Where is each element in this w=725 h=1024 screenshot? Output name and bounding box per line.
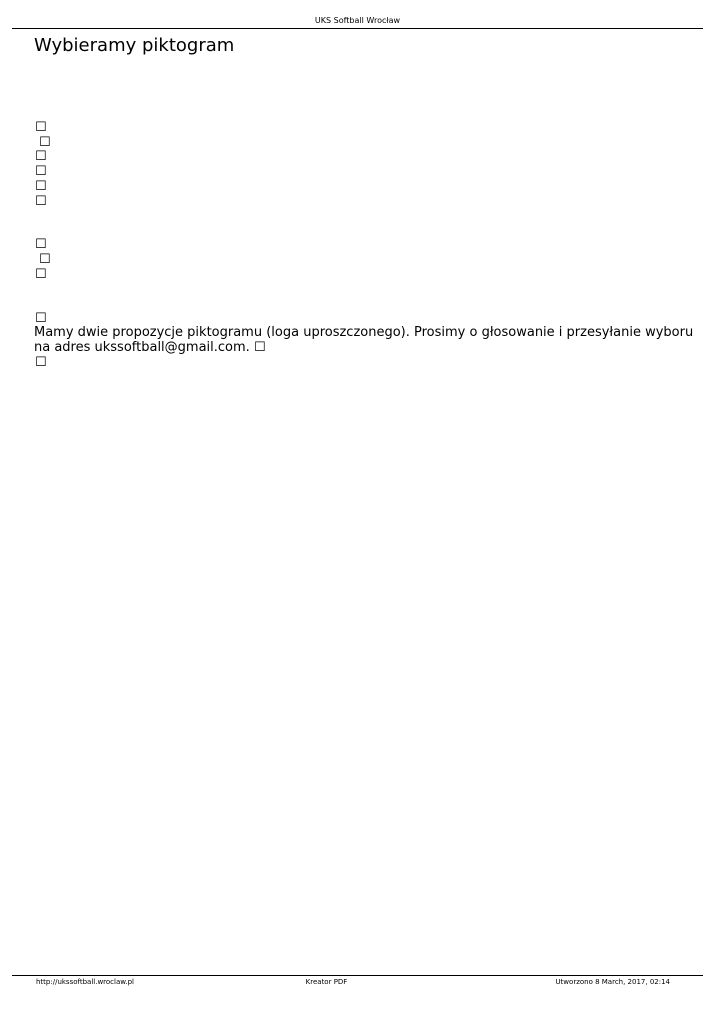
missing-image-placeholder: ☐: [35, 237, 47, 252]
missing-image-placeholder: ☐: [35, 149, 47, 164]
page-header: [12, 14, 703, 29]
missing-image-placeholder: ☐: [35, 267, 47, 282]
missing-image-placeholder: ☐: [35, 120, 47, 135]
missing-image-placeholder: ☐: [39, 135, 51, 150]
site-name: UKS Softball Wrocław: [314, 16, 401, 25]
footer-generator: Kreator PDF: [305, 978, 348, 986]
missing-image-placeholder: ☐: [35, 179, 47, 194]
page-title: Wybieramy piktogram: [34, 35, 235, 56]
footer-created-date: Utworzono 8 March, 2017, 02:14: [555, 978, 670, 986]
page-footer: [12, 975, 703, 988]
missing-image-placeholder: ☐: [35, 164, 47, 179]
footer-url: http://ukssoftball.wroclaw.pl: [36, 978, 134, 986]
missing-image-placeholder: ☐: [35, 311, 47, 326]
missing-image-placeholder: ☐: [35, 355, 47, 370]
missing-image-placeholder: ☐: [35, 194, 47, 209]
article-paragraph: Mamy dwie propozycje piktogramu (loga uproszczonego). Prosimy o głosowanie i przesyłanie wyboru na adres ukssoftball@gmail.com. ☐: [34, 325, 694, 355]
missing-image-placeholder: ☐: [39, 252, 51, 267]
